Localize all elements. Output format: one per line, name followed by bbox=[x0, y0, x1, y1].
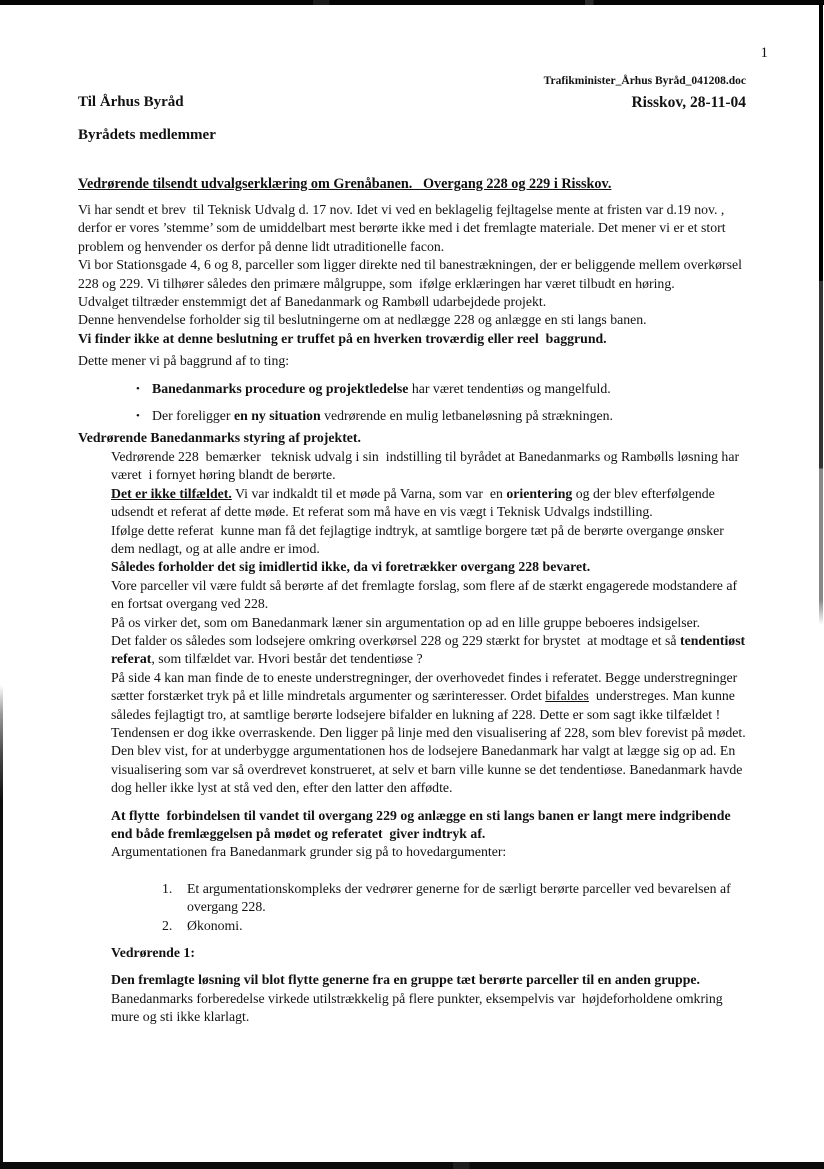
text-runs: Det er ikke tilfældet. Vi var indkaldt til et møde på Varna, som var en orientering og der blev efterfølgende udsendt et referat af dette møde. Et referat som må have en vis vægt i Teknisk Udvalgs indstilling. bbox=[111, 485, 719, 520]
numbered-item bbox=[78, 917, 750, 935]
paragraph bbox=[78, 293, 750, 311]
paragraph bbox=[78, 971, 750, 989]
spacer bbox=[78, 398, 750, 407]
text-runs: Ifølge dette referat kunne man få det fejlagtige indtryk, at samtlige borgere tæt på de berørte overgange ønsker dem nedlagt, og at alle andre er imod. bbox=[111, 522, 728, 556]
paragraph bbox=[78, 944, 750, 962]
paragraph bbox=[78, 724, 750, 798]
spacer bbox=[78, 371, 750, 380]
text-runs: På os virker det, som om Banedanmark læner sin argumentation op ad en lille gruppe beboeres indsigelser. bbox=[111, 614, 701, 630]
text-runs: Et argumentationskompleks der vedrører generne for de særligt berørte parceller ved bevarelsen af overgang 228. bbox=[187, 880, 735, 915]
address-row bbox=[78, 94, 746, 112]
spacer bbox=[78, 935, 750, 944]
text-runs: På side 4 kan man finde de to eneste understregninger, der overhovedet findes i referatet. Begge understregninger sætter forstærket tryk på et lille mindretals argumenter og særinteresser. Ordet bifaldes understreges. Man kunne således fejlagtigt tro, at samtlige berørte lodsejere bifalder en lukning af 228. Dette er som sagt ikke tilfældet ! bbox=[111, 669, 741, 722]
paragraph bbox=[78, 352, 750, 370]
text-runs: Der foreligger en ny situation vedrørende en mulig letbaneløsning på strækningen. bbox=[152, 408, 613, 424]
paragraph bbox=[78, 485, 750, 522]
numbered-item bbox=[78, 880, 750, 917]
scan-edge-top bbox=[0, 0, 824, 5]
paragraph bbox=[78, 429, 750, 447]
spacer bbox=[78, 962, 750, 971]
bullet-item bbox=[78, 380, 750, 398]
text-runs: Tendensen er dog ikke overraskende. Den ligger på linje med den visualisering af 228, som blev forevist på mødet. Den blev vist, for at underbygge argumentationen hos de lodsejere Banedanmark har valgt at lægge sig op ad. En visualisering som var så overdrevet konstrueret, at selv et barn ville kunne se det tendentiøse. Banedanmark havde dog heller ikke lyst at stå ved den, efter den latter den affødte. bbox=[111, 724, 750, 796]
text-runs: Banedanmarks forberedelse virkede utilstrækkelig på flere punkter, eksempelvis var højdeforholdene omkring mure og sti ikke klarlagt. bbox=[111, 990, 727, 1025]
page-number: 1 bbox=[760, 45, 768, 61]
text-runs: Vedrørende Banedanmarks styring af projektet. bbox=[78, 430, 361, 446]
text-runs: Vi finder ikke at denne beslutning er truffet på en hverken troværdig eller reel baggrund. bbox=[78, 330, 607, 346]
text-runs: At flytte forbindelsen til vandet til overgang 229 og anlægge en sti langs banen er langt mere indgribende end både fremlæggelsen på mødet og referatet giver indtryk af. bbox=[111, 807, 735, 841]
text-runs: Vi har sendt et brev til Teknisk Udvalg d. 17 nov. Idet vi ved en beklagelig fejltagelse mente at fristen var d.19 nov. , derfor er vores ’stemme’ som de umiddelbart mest berørte ikke med i det fremlagte materiale. Det mener vi er et stort problem og henvender os derfor på denne lidt utraditionelle facon. bbox=[78, 202, 730, 254]
text-runs: Udvalget tiltræder enstemmigt det af Banedanmark og Rambøll udarbejdede projekt. bbox=[78, 294, 547, 310]
scan-edge-left bbox=[0, 685, 3, 1169]
text-runs: Økonomi. bbox=[187, 917, 243, 933]
text-runs: Den fremlagte løsning vil blot flytte generne fra en gruppe tæt berørte parceller til en anden gruppe. bbox=[111, 972, 700, 988]
addressee: Byrådets medlemmer bbox=[78, 127, 216, 143]
scan-edge-bottom bbox=[0, 1162, 824, 1169]
place-and-date: Risskov, 28-11-04 bbox=[631, 94, 746, 111]
scan-edge-right bbox=[819, 0, 823, 625]
text-runs: Dette mener vi på baggrund af to ting: bbox=[78, 353, 290, 369]
text-runs: Vedrørende 228 bemærker teknisk udvalg i sin indstilling til byrådet at Banedanmarks og Rambølls løsning har været i fornyet høring blandt de berørte. bbox=[111, 448, 743, 483]
text-runs: Således forholder det sig imidlertid ikke, da vi foretrækker overgang 228 bevaret. bbox=[111, 559, 591, 575]
paragraph bbox=[78, 330, 750, 348]
paragraph bbox=[78, 201, 750, 256]
paragraph bbox=[78, 632, 750, 669]
paragraph bbox=[78, 311, 750, 329]
paragraph bbox=[78, 558, 750, 576]
bullet-icon: • bbox=[136, 410, 140, 423]
text-runs: Vedrørende 1: bbox=[111, 945, 195, 961]
bullet-item bbox=[78, 407, 750, 425]
document-filename: Trafikminister_Århus Byråd_041208.doc bbox=[543, 75, 746, 87]
text-runs: Det falder os således som lodsejere omkring overkørsel 228 og 229 stærkt for brystet at modtage et så tendentiøst referat, som tilfældet var. Hvori består det tendentiøse ? bbox=[111, 632, 749, 667]
text-runs: Banedanmarks procedure og projektledelse har været tendentiøs og mangelfuld. bbox=[152, 380, 611, 396]
paragraph bbox=[78, 522, 750, 559]
bullet-icon: • bbox=[136, 382, 140, 395]
paragraph bbox=[78, 807, 750, 844]
text-runs: Argumentationen fra Banedanmark grunder sig på to hovedargumenter: bbox=[111, 844, 507, 860]
spacer bbox=[78, 798, 750, 807]
paragraph bbox=[78, 669, 750, 724]
paragraph bbox=[78, 843, 750, 861]
text-runs: Denne henvendelse forholder sig til beslutningerne om at nedlægge 228 og anlægge en sti langs banen. bbox=[78, 312, 647, 328]
paragraph bbox=[78, 448, 750, 485]
paragraph bbox=[78, 256, 750, 293]
list-number: 1. bbox=[162, 880, 173, 896]
recipient: Til Århus Byråd bbox=[78, 94, 184, 110]
paragraph bbox=[78, 577, 750, 614]
paragraph bbox=[78, 614, 750, 632]
list-number: 2. bbox=[162, 917, 173, 933]
document-body bbox=[78, 201, 750, 1027]
text-runs: Vore parceller vil være fuldt så berørte af det fremlagte forslag, som flere af de stærkt engagerede modstandere af en fortsat overgang ved 228. bbox=[111, 577, 741, 612]
paragraph bbox=[78, 990, 750, 1027]
subject-line: Vedrørende tilsendt udvalgserklæring om Grenåbanen. Overgang 228 og 229 i Risskov. bbox=[78, 176, 612, 192]
text-runs: Vi bor Stationsgade 4, 6 og 8, parceller som ligger direkte ned til banestrækningen, der er beliggende mellem overkørsel 228 og 229. Vi tilhører således den primære målgruppe, som ifølge erklæringen har været tilbudt en høring. bbox=[78, 257, 746, 291]
spacer bbox=[78, 862, 750, 880]
